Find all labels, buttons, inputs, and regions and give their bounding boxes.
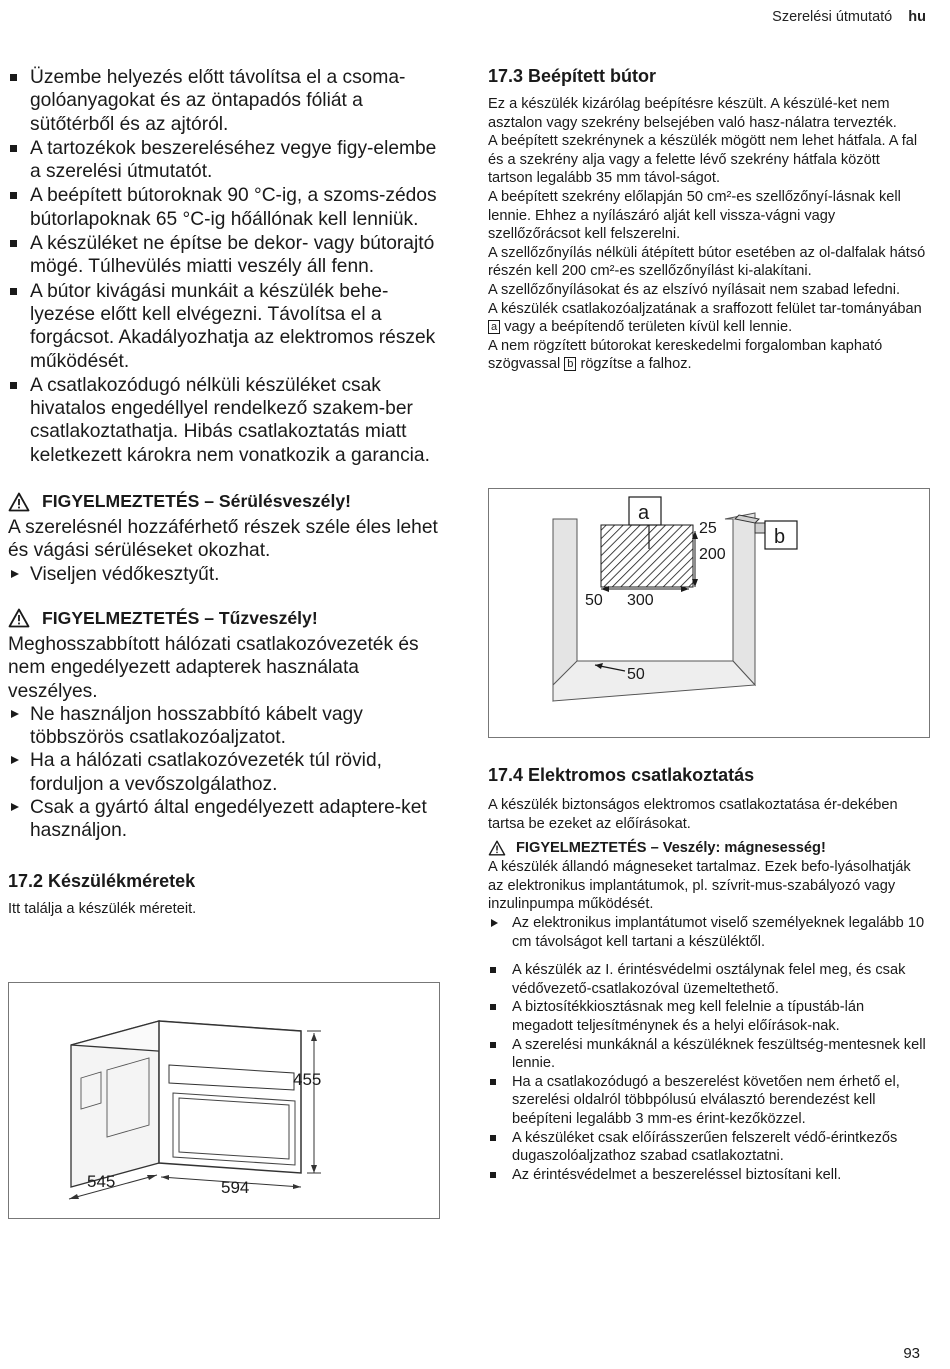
paragraph-part: A készülék csatlakozóaljzatának a sraffozott felület tar-tományában	[488, 300, 922, 317]
list-item: Az elektronikus implantátumot viselő személyeknek legalább 10 cm távolságot kell tartani a készüléktől.	[488, 914, 928, 951]
paragraph	[488, 300, 928, 337]
list-item: Ne használjon hosszabbító kábelt vagy többszörös csatlakozóaljzatot.	[8, 703, 440, 750]
warning-heading-magnetism	[488, 840, 928, 856]
list-item: A biztosítékkiosztásnak meg kell felelnie a típustáb-lán megadott teljesítménynek és a helyi előírások-nak.	[488, 998, 928, 1035]
paragraph	[488, 337, 928, 374]
right-column	[488, 66, 928, 374]
paragraph: A beépített szekrénynek a készülék mögött nem lehet hátfala. A fal és a szekrény alja vagy a felette lévő szekrény hátfala között tartson legalább 35 mm távol-ságot.	[488, 133, 918, 187]
warning-text: A szerelésnél hozzáférhető részek széle éles lehet és vágási sérüléseket okozhat.	[8, 517, 438, 562]
warning-heading-injury	[8, 491, 440, 512]
cabinet-drawing	[489, 489, 929, 737]
dimension-width: 594	[221, 1178, 250, 1197]
section-title: 17.2 Készülékméretek	[8, 870, 196, 891]
paragraph: A szellőzőnyílás nélküli átépített bútor esetében az ol-dalfalak hátsó részén kell 200 cm²-es szellőzőnyílást ki-alakítani.	[488, 244, 926, 280]
paragraph-part: vagy a beépítendő területen kívül kell lennie.	[504, 319, 793, 336]
figure-label-b: b	[774, 526, 786, 548]
list-item: Viseljen védőkesztyűt.	[8, 563, 440, 586]
warning-title: FIGYELMEZTETÉS – Tűzveszély!	[42, 607, 318, 628]
paragraph: Ez a készülék kizárólag beépítésre készült. A készülé-ket nem asztalon vagy szekrény belsejében való hasz-nálatra tervezték.	[488, 96, 897, 131]
list-item: Ha a csatlakozódugó a beszerelést követően nem érhető el, szerelési oldalról többpólusú elválasztó berendezést kell beépíteni legalább 3 mm-es érint-kezőközzel.	[488, 1073, 928, 1129]
built-in-furniture-text	[488, 95, 928, 374]
section-intro: A készülék biztonságos elektromos csatlakoztatása ér-dekében tartsa be ezeket az előírásokat.	[488, 797, 898, 832]
section-title: 17.3 Beépített bútor	[488, 66, 657, 86]
warning-triangle-icon	[8, 492, 30, 512]
dimension-height: 455	[293, 1070, 322, 1089]
left-column	[8, 66, 440, 918]
warning-triangle-icon	[488, 840, 506, 856]
dimension-25: 25	[699, 520, 717, 537]
warning-triangle-icon	[8, 608, 30, 628]
list-item: A készüléket ne építse be dekor- vagy bútorajtó mögé. Túlhevülés miatti veszély áll fenn.	[8, 232, 440, 279]
list-item: A készüléket csak előírásszerűen felszerelt védő-érintkezős dugaszolóaljzathoz szabad csatlakoztatni.	[488, 1129, 928, 1166]
paragraph-part: A nem rögzített bútorokat kereskedelmi forgalomban kapható szögvassal	[488, 337, 883, 373]
list-item: A szerelési munkáknál a készüléknek feszültség-mentesnek kell lennie.	[488, 1036, 928, 1073]
warning-action-list	[8, 563, 440, 586]
list-item: A csatlakozódugó nélküli készüléket csak hivatalos engedéllyel rendelkező szakem-ber csatlakoztathatja. Hibás csatlakoztatás miatt keletkezett károkra nem vonatkozik a garancia.	[8, 374, 440, 467]
electrical-bullet-list	[488, 961, 928, 1184]
dimension-depth: 545	[87, 1172, 116, 1191]
list-item: Az érintésvédelmet a beszereléssel biztosítani kell.	[488, 1166, 928, 1185]
page-header	[772, 9, 926, 25]
dimension-50-left: 50	[585, 592, 603, 609]
dimension-300: 300	[627, 592, 654, 609]
safety-bullet-list	[8, 66, 440, 467]
oven-drawing	[9, 983, 439, 1218]
list-item: A bútor kivágási munkáit a készülék behe-lyezése előtt kell elvégezni. Távolítsa el a forgácsot. Akadályozhatja az elektromos részek működését.	[8, 280, 440, 373]
electrical-section	[488, 765, 928, 1184]
list-item: A készülék az I. érintésvédelmi osztálynak felel meg, és csak védővezető-csatlakozóval üzemeltethető.	[488, 961, 928, 998]
paragraph: A beépített szekrény előlapján 50 cm²-es szellőzőnyí-lásnak kell lennie. Ehhez a nyílászáró alját kell vissza-vágni vagy szellőzőrácsot kell felszerelni.	[488, 188, 901, 243]
warning-title: FIGYELMEZTETÉS – Veszély: mágnesesség!	[516, 840, 826, 857]
warning-text: Meghosszabbított hálózati csatlakozóvezeték és nem engedélyezett adapterek használata veszélyes.	[8, 633, 419, 702]
label-b-box: b	[564, 357, 576, 371]
page-number: 93	[903, 1345, 920, 1362]
list-item: Csak a gyártó által engedélyezett adaptere-ket használjon.	[8, 796, 440, 843]
header-title: Szerelési útmutató	[772, 9, 893, 25]
paragraph: A szellőzőnyílásokat és az elszívó nyílásait nem szabad lefedni.	[488, 281, 901, 298]
warning-title: FIGYELMEZTETÉS – Sérülésveszély!	[42, 491, 351, 512]
paragraph-part: rögzítse a falhoz.	[580, 356, 692, 373]
list-item: A tartozékok beszereléséhez vegye figy-elembe a szerelési útmutatót.	[8, 137, 440, 184]
warning-text: A készülék állandó mágneseket tartalmaz. Ezek befo-lyásolhatják az elektronikus implantátumok, pl. szívrit-mus-szabályozó vagy inzulinpumpa működését.	[488, 859, 911, 913]
dimension-50-vent: 50	[627, 666, 645, 683]
built-in-furniture-figure	[488, 488, 930, 738]
figure-label-a: a	[638, 502, 650, 524]
label-a-box: a	[488, 320, 500, 334]
warning-heading-fire	[8, 608, 440, 629]
warning-action-list	[8, 703, 440, 843]
header-language: hu	[908, 9, 926, 25]
section-title: 17.4 Elektromos csatlakoztatás	[488, 765, 755, 785]
list-item: A beépített bútoroknak 90 °C-ig, a szoms-zédos bútorlapoknak 65 °C-ig hőállónak kell lenniük.	[8, 184, 440, 231]
dimension-200: 200	[699, 546, 726, 563]
appliance-dimensions-figure	[8, 982, 440, 1219]
warning-action-list	[488, 914, 928, 951]
list-item: Üzembe helyezés előtt távolítsa el a csoma-golóanyagokat és az öntapadós fóliát a sütőtérből és az ajtóról.	[8, 66, 440, 136]
list-item: Ha a hálózati csatlakozóvezeték túl rövid, forduljon a vevőszolgálathoz.	[8, 749, 440, 796]
section-text: Itt találja a készülék méreteit.	[8, 900, 197, 917]
